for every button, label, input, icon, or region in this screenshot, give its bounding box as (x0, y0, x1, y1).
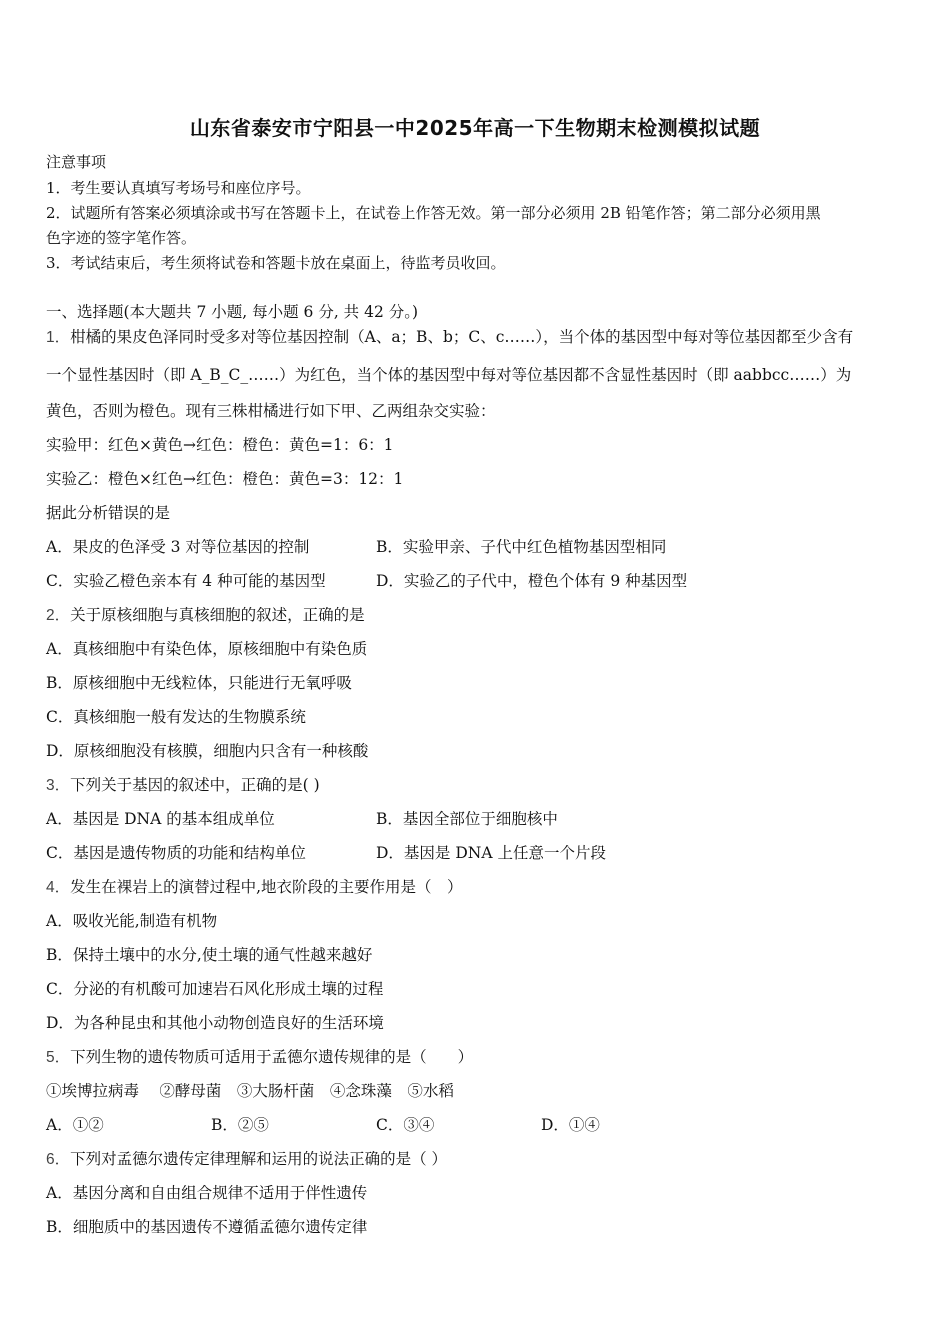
q3-number: 3． (46, 777, 71, 794)
q2-option-c[interactable]: C．真核细胞一般有发达的生物膜系统 (46, 708, 306, 726)
q2-option-a[interactable]: A．真核细胞中有染色体，原核细胞中有染色质 (46, 640, 368, 658)
q1-experiment-b: 实验乙：橙色×红色→红色：橙色：黄色=3：12：1 (46, 470, 404, 488)
q4-option-d[interactable]: D．为各种昆虫和其他小动物创造良好的生活环境 (46, 1014, 384, 1032)
q5-option-d[interactable]: D．①④ (541, 1116, 600, 1134)
q3-options-row-1 (46, 809, 558, 829)
q4-option-c[interactable]: C．分泌的有机酸可加速岩石风化形成土壤的过程 (46, 980, 384, 998)
q4-option-b[interactable]: B．保持土壤中的水分,使土壤的通气性越来越好 (46, 946, 373, 964)
q4-number: 4． (46, 879, 71, 896)
q1-options-row-2 (46, 571, 688, 591)
q1-line-1 (46, 327, 853, 348)
notice-heading: 注意事项 (46, 153, 107, 171)
q1-experiment-a: 实验甲：红色×黄色→红色：橙色：黄色=1：6：1 (46, 436, 394, 454)
notice-item-1: 1．考生要认真填写考场号和座位序号。 (46, 179, 311, 197)
q4-option-a[interactable]: A．吸收光能,制造有机物 (46, 912, 218, 930)
q1-option-d[interactable]: D．实验乙的子代中，橙色个体有 9 种基因型 (376, 572, 688, 590)
q5-option-a[interactable]: A．①② (46, 1116, 104, 1134)
q5-option-b[interactable]: B．②⑤ (211, 1116, 269, 1134)
q4-stem: 发生在裸岩上的演替过程中,地衣阶段的主要作用是（ ） (70, 878, 463, 896)
q1-line-2: 一个显性基因时（即 A_B_C_……）为红色，当个体的基因型中每对等位基因都不含显性基因时（即 aabbcc……）为 (46, 366, 852, 384)
q6-number: 6． (46, 1151, 71, 1168)
q2-option-b[interactable]: B．原核细胞中无线粒体，只能进行无氧呼吸 (46, 674, 352, 692)
q1-option-a[interactable]: A．果皮的色泽受 3 对等位基因的控制 (46, 538, 310, 556)
q3-option-b[interactable]: B．基因全部位于细胞核中 (376, 810, 558, 828)
q1-option-b[interactable]: B．实验甲亲、子代中红色植物基因型相同 (376, 538, 667, 556)
q1-line-3: 黄色，否则为橙色。现有三株柑橘进行如下甲、乙两组杂交实验： (46, 402, 496, 420)
q6-stem: 下列对孟德尔遗传定律理解和运用的说法正确的是（ ） (70, 1150, 448, 1168)
q5-stem-line (46, 1047, 473, 1068)
q5-options-row (46, 1115, 666, 1135)
q5-number: 5． (46, 1049, 71, 1066)
q3-option-a[interactable]: A．基因是 DNA 的基本组成单位 (46, 810, 275, 828)
q5-items: ①埃博拉病毒 ②酵母菌 ③大肠杆菌 ④念珠藻 ⑤水稻 (46, 1082, 454, 1100)
q3-stem-line (46, 775, 320, 796)
q4-stem-line (46, 877, 463, 898)
q2-stem: 关于原核细胞与真核细胞的叙述，正确的是 (70, 606, 365, 624)
q5-stem: 下列生物的遗传物质可适用于孟德尔遗传规律的是（ ） (70, 1048, 474, 1066)
q1-stem-1: 柑橘的果皮色泽同时受多对等位基因控制（A、a；B、b；C、c……），当个体的基因型中每对等位基因都至少含有 (70, 328, 854, 346)
q6-option-b[interactable]: B．细胞质中的基因遗传不遵循孟德尔遗传定律 (46, 1218, 368, 1236)
q1-option-c[interactable]: C．实验乙橙色亲本有 4 种可能的基因型 (46, 572, 326, 590)
q5-option-c[interactable]: C．③④ (376, 1116, 435, 1134)
q3-stem: 下列关于基因的叙述中，正确的是( ) (70, 776, 320, 794)
q3-option-c[interactable]: C．基因是遗传物质的功能和结构单位 (46, 844, 306, 862)
q6-stem-line (46, 1149, 447, 1170)
q2-number: 2． (46, 607, 71, 624)
q1-prompt: 据此分析错误的是 (46, 504, 171, 522)
notice-item-2-cont: 色字迹的签字笔作答。 (46, 229, 197, 247)
notice-item-3: 3．考试结束后，考生须将试卷和答题卡放在桌面上，待监考员收回。 (46, 254, 506, 272)
page-title: 山东省泰安市宁阳县一中2025年高一下生物期末检测模拟试题 (189, 116, 761, 140)
section-heading: 一、选择题(本大题共 7 小题, 每小题 6 分, 共 42 分。) (46, 303, 419, 321)
q2-stem-line (46, 605, 365, 626)
q6-option-a[interactable]: A．基因分离和自由组合规律不适用于伴性遗传 (46, 1184, 368, 1202)
notice-item-2: 2．试题所有答案必须填涂或书写在答题卡上，在试卷上作答无效。第一部分必须用 2B 铅笔作答；第二部分必须用黑 (46, 204, 821, 222)
q3-options-row-2 (46, 843, 606, 863)
q3-option-d[interactable]: D．基因是 DNA 上任意一个片段 (376, 844, 606, 862)
q2-option-d[interactable]: D．原核细胞没有核膜，细胞内只含有一种核酸 (46, 742, 369, 760)
q1-options-row-1 (46, 537, 667, 557)
q1-number: 1． (46, 329, 71, 346)
